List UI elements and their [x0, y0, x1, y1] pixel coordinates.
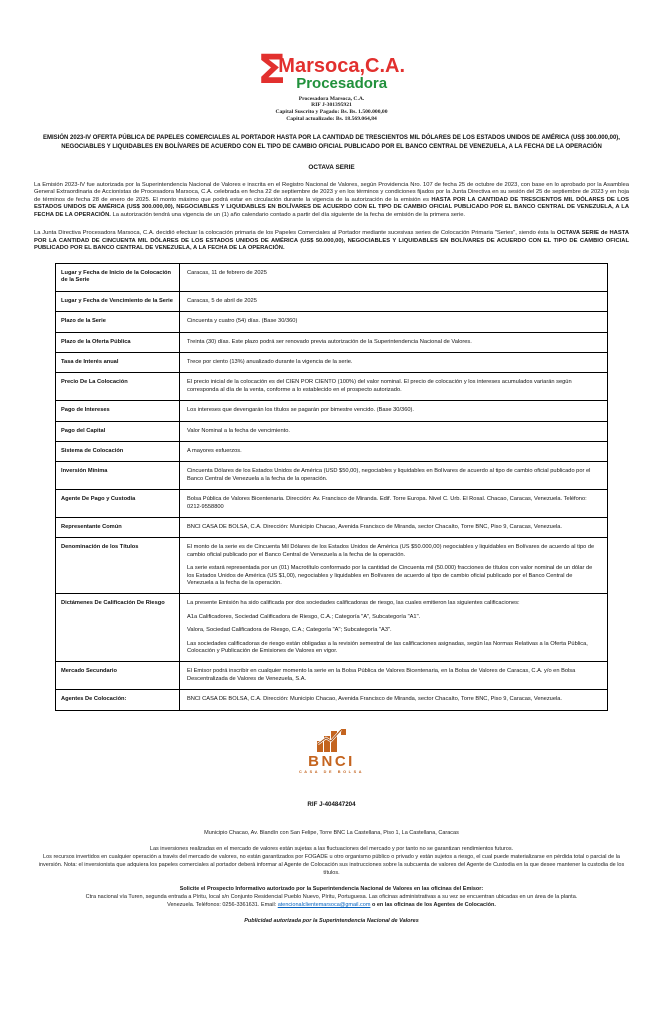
term-value	[180, 490, 607, 517]
term-value	[180, 264, 607, 291]
term-value-paragraph: Trece por ciento (13%) anualizado durante la vigencia de la serie.	[187, 358, 353, 365]
term-value-paragraph: Valora, Sociedad Calificadora de Riesgo, C.A.; Categoría "A"; Subcategoría "A3".	[187, 627, 392, 634]
term-value	[180, 353, 607, 372]
term-value-paragraph: La presente Emisión ha sido calificada por dos sociedades calificadoras de riesgo, las cuales emitieron las siguientes calificaciones:	[187, 600, 520, 607]
footer-disclaimer-1: Las inversiones realizadas en el mercado de valores están sujetas a las fluctuaciones del mercado y por tanto no se garantizan rendimientos futuros.	[149, 846, 514, 853]
authorization-amount-bold: HASTA POR LA CANTIDAD DE TRESCIENTOS MIL DÓLARES DE LOS ESTADOS UNIDOS DE AMÉRICA (US$ 300.000,00), NEGOCIABLES Y LIQUIDABLES EN BOLÍVARES DE ACUERDO CON EL TIPO DE CAMBIO OFICIAL PUBLICADO POR EL BANCO CENTRAL DE VENEZUELA, A LA FECHA DE LA OPERACIÓN.	[34, 196, 629, 218]
authorization-text-1: La Emisión 2023-IV fue autorizada por la Superintendencia Nacional de Valores e inscrita en el Registro Nacional de Valores, según Providencia Nro. 107 de fecha 25 de octubre de 2023, con base en lo aprobado por la Asamblea General Extraordinaria de Accionistas de Procesadora Marsoca, C.A. celebrada en fecha 22 de septiembre de 2023 y en los términos y condiciones fijados por la Junta Directiva en su sesión del 25 de septiembre de 2023 y en hoja de términos de fecha 28 de enero de 2025. El monto máximo que podrá estar en circulación durante la vigencia de la autorización de la emisión es	[34, 181, 629, 203]
term-label: Agente De Pago y Custodia	[56, 490, 180, 517]
term-label: Pago de Intereses	[56, 401, 180, 420]
term-value	[180, 518, 607, 537]
term-label: Inversión Mínima	[56, 462, 180, 489]
term-label: Lugar y Fecha de Vencimiento de la Serie	[56, 292, 180, 311]
term-value	[180, 333, 607, 352]
term-value	[180, 292, 607, 311]
term-value-paragraph: Los intereses que devengarán los títulos se pagarán por bimestre vencido. (Base 30/360).	[187, 407, 415, 414]
term-value-paragraph: Caracas, 11 de febrero de 2025	[187, 269, 267, 276]
company-capital-paid: Capital Suscrito y Pagado: Bs. Bs. 1.500.000,00	[275, 109, 388, 116]
company-info	[34, 96, 629, 124]
term-value-paragraph: El monto de la serie es de Cincuenta Mil Dólares de los Estados Unidos de América (US $50.000,00) negociables y liquidables en Bolívares de acuerdo al tipo de cambio oficial publicado por el Banco Central de Venezuela a la fecha de la operación.	[187, 544, 595, 558]
footer-emisor-address: Ctra nacional vía Turen, segunda entrada a Píritu, local s/n Conjunto Residencial Pueblo Nuevo, Píritu, Portuguesa. Las oficinas administrativas a su vez se encuentran ubicadas en un área de la planta.	[85, 893, 578, 900]
term-value-paragraph: BNCI CASA DE BOLSA, C.A. Dirección: Municipio Chacao, Avenida Francisco de Miranda, sector Chacaíto, Torre BNC, Piso 9, Caracas, Venezuela.	[187, 523, 563, 530]
term-value-paragraph: Caracas, 5 de abril de 2025	[187, 297, 257, 304]
term-label: Sistema de Colocación	[56, 442, 180, 461]
term-value-paragraph: BNCI CASA DE BOLSA, C.A. Dirección: Municipio Chacao, Avenida Francisco de Miranda, sector Chacaíto, Torre BNC, Piso 9, Caracas, Venezuela.	[187, 696, 563, 703]
term-label: Precio De La Colocación	[56, 373, 180, 400]
bnci-rif: RIF J-404847204	[307, 801, 356, 809]
table-row	[56, 312, 607, 332]
term-label: Representante Común	[56, 518, 180, 537]
authorization-paragraph	[34, 182, 629, 220]
table-row	[56, 490, 607, 518]
footer-contact-pre: Venezuela. Teléfonos: 0256-3361631. Email:	[167, 901, 278, 908]
sigma-logo-icon: Σ	[257, 47, 286, 93]
term-value	[180, 442, 607, 461]
term-value	[180, 422, 607, 441]
term-value-paragraph: Cincuenta y cuatro (54) días. (Base 30/360)	[187, 318, 298, 325]
term-label: Agentes De Colocación:	[56, 690, 180, 709]
term-label: Dictámenes De Calificación De Riesgo	[56, 594, 180, 661]
term-value	[180, 690, 607, 709]
footer-contact-post: o en las oficinas de los Agentes de Colocación.	[370, 901, 496, 908]
term-value-paragraph: Las sociedades calificadoras de riesgo están obligadas a la revisión semestral de las calificaciones asignadas, según las Normas Relativas a la Oferta Pública, Colocación y Publicación de Emisiones de Valores en vigor.	[187, 640, 588, 655]
table-row	[56, 690, 607, 710]
term-value-paragraph: El precio inicial de la colocación es del CIEN POR CIENTO (100%) del valor nominal. El precio de colocación y los intereses acumulados variarán según corresponda al día de la venta, conforme a lo establecido en el prospecto autorizado.	[187, 379, 572, 393]
term-value-paragraph: El Emisor podrá inscribir en cualquier momento la serie en la Bolsa Pública de Valores Bicentenaria, en la Bolsa de Valores de Caracas, C.A. y/o en Bolsa Descentralizada de Valores de Venezuela, S.A.	[187, 668, 576, 682]
table-row	[56, 353, 607, 373]
table-row	[56, 662, 607, 690]
table-row	[56, 518, 607, 538]
series-amount-bold: OCTAVA SERIE de HASTA POR LA CANTIDAD DE CINCUENTA MIL DÓLARES DE LOS ESTADOS UNIDOS DE AMÉRICA (US$ 50.000,00), NEGOCIABLES Y LIQUIDABLES EN BOLÍVARES DE ACUERDO CON EL TIPO DE CAMBIO OFICIAL PUBLICADO POR EL BANCO CENTRAL DE VENEZUELA, A LA FECHA DE LA OPERACIÓN.	[34, 230, 630, 252]
table-row	[56, 422, 607, 442]
company-capital-updated: Capital actualizado: Bs. 18.569.064,84	[286, 116, 377, 123]
series-paragraph	[34, 230, 629, 253]
brand-name: Marsoca,C.A.	[278, 55, 406, 77]
table-row	[56, 594, 607, 662]
term-label: Plazo de la Serie	[56, 312, 180, 331]
term-value	[180, 662, 607, 689]
term-label: Tasa de Interés anual	[56, 353, 180, 372]
footer-prospecto-line: Solicite el Prospecto Informativo autorizado por la Superintendencia Nacional de Valores en las oficinas del Emisor:	[179, 886, 484, 892]
term-value-paragraph: Treinta (30) días. Este plazo podrá ser renovado previa autorización de la Superintendencia Nacional de Valores.	[187, 338, 472, 345]
term-value-paragraph: Valor Nominal a la fecha de vencimiento.	[187, 427, 290, 434]
term-value-paragraph: Bolsa Pública de Valores Bicentenaria. Dirección: Av. Francisco de Miranda. Edif. Torre Europa. Nivel C. Urb. El Rosal. Chacao, Caracas, Venezuela. Teléfono: 0212-9558800	[187, 496, 587, 510]
term-label: Denominación de los Títulos	[56, 538, 180, 593]
footer-publicidad-line: Publicidad autorizada por la Superintendencia Nacional de Valores	[244, 917, 419, 924]
term-label: Pago del Capital	[56, 422, 180, 441]
term-value	[180, 401, 607, 420]
company-name: Procesadora Marsoca, C.A.	[298, 95, 365, 102]
bnci-tagline: CASA DE BOLSA	[298, 770, 365, 775]
term-value	[180, 462, 607, 489]
footer-address: Municipio Chacao, Av. Blandín con San Felipe, Torre BNC La Castellana, Piso 1, La Castellana, Caracas	[204, 830, 459, 837]
term-label: Mercado Secundario	[56, 662, 180, 689]
table-row	[56, 264, 607, 292]
table-row	[56, 373, 607, 401]
table-row	[56, 538, 607, 594]
brand-subtitle: Procesadora	[296, 75, 388, 92]
table-row	[56, 401, 607, 421]
bnci-logo	[34, 727, 629, 775]
table-row	[56, 442, 607, 462]
series-heading: OCTAVA SERIE	[308, 163, 355, 171]
series-text-1: La Junta Directiva Procesadora Marsoca, C.A. decidió efectuar la colocación primaria de los Papeles Comerciales al Portador mediante sucesivas series de Colocación Primaria "Series", siendo ésta la	[34, 230, 557, 237]
emission-title: EMISIÓN 2023-IV OFERTA PÚBLICA DE PAPELES COMERCIALES AL PORTADOR HASTA POR LA CANTIDAD DE TRESCIENTOS MIL DÓLARES DE LOS ESTADOS UNIDOS DE AMÉRICA (US$ 300.000,00), NEGOCIABLES Y LIQUIDABLES EN BOLÍVARES DE ACUERDO CON EL TIPO DE CAMBIO OFICIAL PUBLICADO POR EL BANCO CENTRAL DE VENEZUELA, A LA FECHA DE LA OPERACIÓN	[43, 135, 620, 150]
terms-table	[55, 263, 608, 711]
footer-disclaimer-2: Los recursos invertidos en cualquier operación a través del mercado de valores, no están garantizados por FOGADE u otro organismo público o privado y están sujetos a riesgo, el cual puede materializarse en pérdida total o parcial de la inversión. Nota: el inversionista que adquiera los papeles comerciales al portador deberá informar al Agente de Colocación sus instrucciones sobre la subcuenta de valores del Agente de Custodia en la que desee mantener la custodia de los títulos.	[38, 854, 625, 877]
table-row	[56, 462, 607, 490]
company-rif: RIF J-301395921	[311, 102, 352, 109]
authorization-text-2: La autorización tendrá una vigencia de un (1) año calendario contado a partir del día siguiente de la fecha de emisión de la primera serie.	[110, 211, 466, 218]
term-value-paragraph: A mayores esfuerzos.	[187, 447, 242, 454]
footer	[34, 830, 629, 926]
term-label: Plazo de la Oferta Pública	[56, 333, 180, 352]
term-value	[180, 373, 607, 400]
table-row	[56, 333, 607, 353]
term-label: Lugar y Fecha de Inicio de la Colocación de la Serie	[56, 264, 180, 291]
table-row	[56, 292, 607, 312]
footer-contact-line	[34, 902, 629, 910]
term-value-paragraph: A1a Calificadores, Sociedad Calificadora de Riesgo, C.A.; Categoría "A", Subcategoría "A1".	[187, 613, 421, 620]
email-link[interactable]: atencionalclientemarsoca@gmail.com	[277, 901, 371, 908]
term-value-paragraph: Cincuenta Dólares de los Estados Unidos de América (USD $50,00), negociables y liquidables en Bolívares de acuerdo al tipo de cambio oficial publicado por el Banco Central de Venezuela a la fecha de la operación.	[187, 468, 591, 482]
term-value	[180, 594, 607, 661]
bnci-name: BNCI	[308, 752, 355, 770]
term-value-paragraph: La serie estará representada por un (01) Macrotítulo conformado por la cantidad de Cincuenta mil (50.000) fracciones de títulos con valor nominal de un dólar de los Estados Unidos de América (US $1,00), negociables y liquidables en Bolívares de acuerdo al tipo de cambio oficial publicado por el Banco Central de Venezuela a la fecha de la operación.	[187, 565, 593, 586]
marsoca-logo	[34, 47, 629, 93]
term-value	[180, 312, 607, 331]
term-value	[180, 538, 607, 593]
bnci-chart-icon	[311, 727, 353, 753]
